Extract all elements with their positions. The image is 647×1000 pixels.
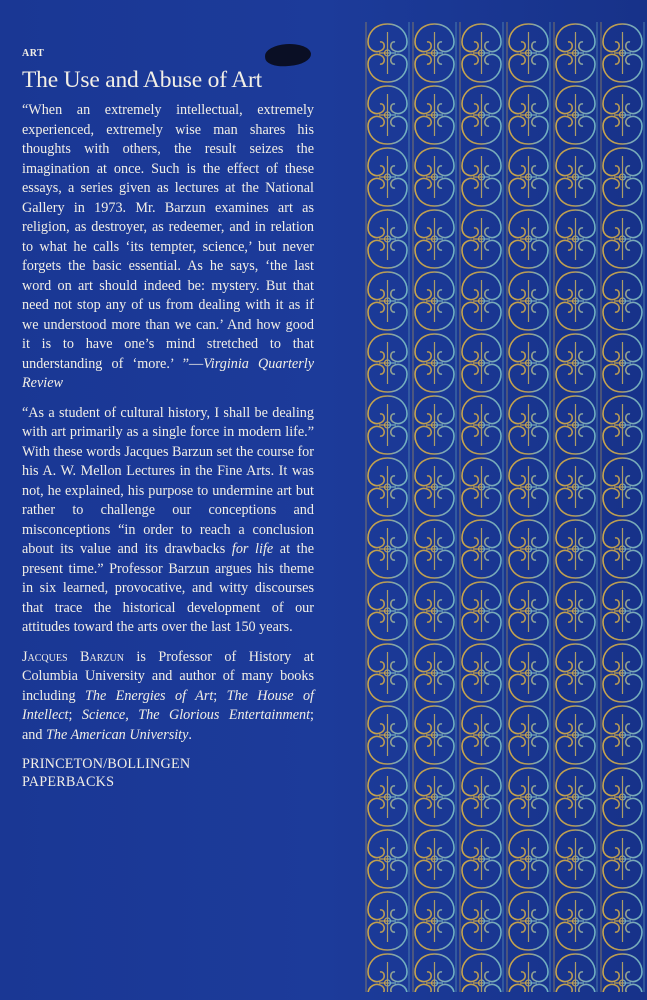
paragraph-segment: “When an extremely intellectual, extremely experienced, extremely wise man shares his thoughts with others, the result seizes the imagination at once. Such is the effect of these essays, a series given as lectures at the National Gallery in 1973. Mr. Barzun examines art as religion, as destroyer, as redeemer, and in relation to what he calls ‘its tempter, science,’ but never forgets the basic essential. As he says, ‘the last word on art should indeed be: mystery. But that need not stop any of us from dealing with it as if we understood more than we can.’ And how good it is to have one’s mind stretched to that understanding of ‘more.’ ”— [22, 102, 314, 372]
paragraph-segment: for life [231, 541, 274, 557]
text-column [22, 48, 314, 791]
author-bio [22, 648, 314, 746]
publisher-imprint [22, 755, 314, 791]
ornamental-pattern [364, 22, 647, 992]
bio-segment: is Professor of History at Columbia University and author of many books including [22, 648, 314, 704]
book-title: The Use and Abuse of Art [22, 67, 262, 93]
publisher-line-1: PRINCETON/BOLLINGEN [22, 756, 191, 772]
bio-segment: The House of Intellect [22, 687, 314, 723]
author-name: Jacques Barzun [22, 648, 124, 665]
bio-segment: ; and [22, 707, 314, 743]
paragraph-segment: at the present time.” Professor Barzun argues his theme in six learned, provocative, and witty discourses that trace the historical development of our attitudes toward the arts over the last 150 years. [22, 541, 314, 635]
category-label: ART [22, 48, 45, 59]
bio-segment: ; [213, 687, 227, 704]
paragraph-segment: “As a student of cultural history, I shall be dealing with art primarily as a single force in modern life.” With these words Jacques Barzun set the course for his A. W. Mellon Lectures in the Fine Arts. It was not, he explained, his purpose to undermine art but rather to challenge our conceptions and misconceptions “in order to reach a conclusion about its value and its drawbacks [22, 404, 314, 557]
bio-segment: Science, The Glorious Entertainment [81, 707, 311, 723]
book-description [22, 404, 314, 638]
bio-segment: The American University [46, 726, 189, 743]
publisher-line-2: PAPERBACKS [22, 774, 115, 790]
bio-segment: ; [68, 707, 82, 723]
review-quote [22, 101, 314, 394]
bio-segment: The Energies of Art [85, 687, 214, 704]
bio-segment: . [188, 726, 192, 743]
paragraph-segment: Virginia Quarterly Review [22, 355, 314, 391]
